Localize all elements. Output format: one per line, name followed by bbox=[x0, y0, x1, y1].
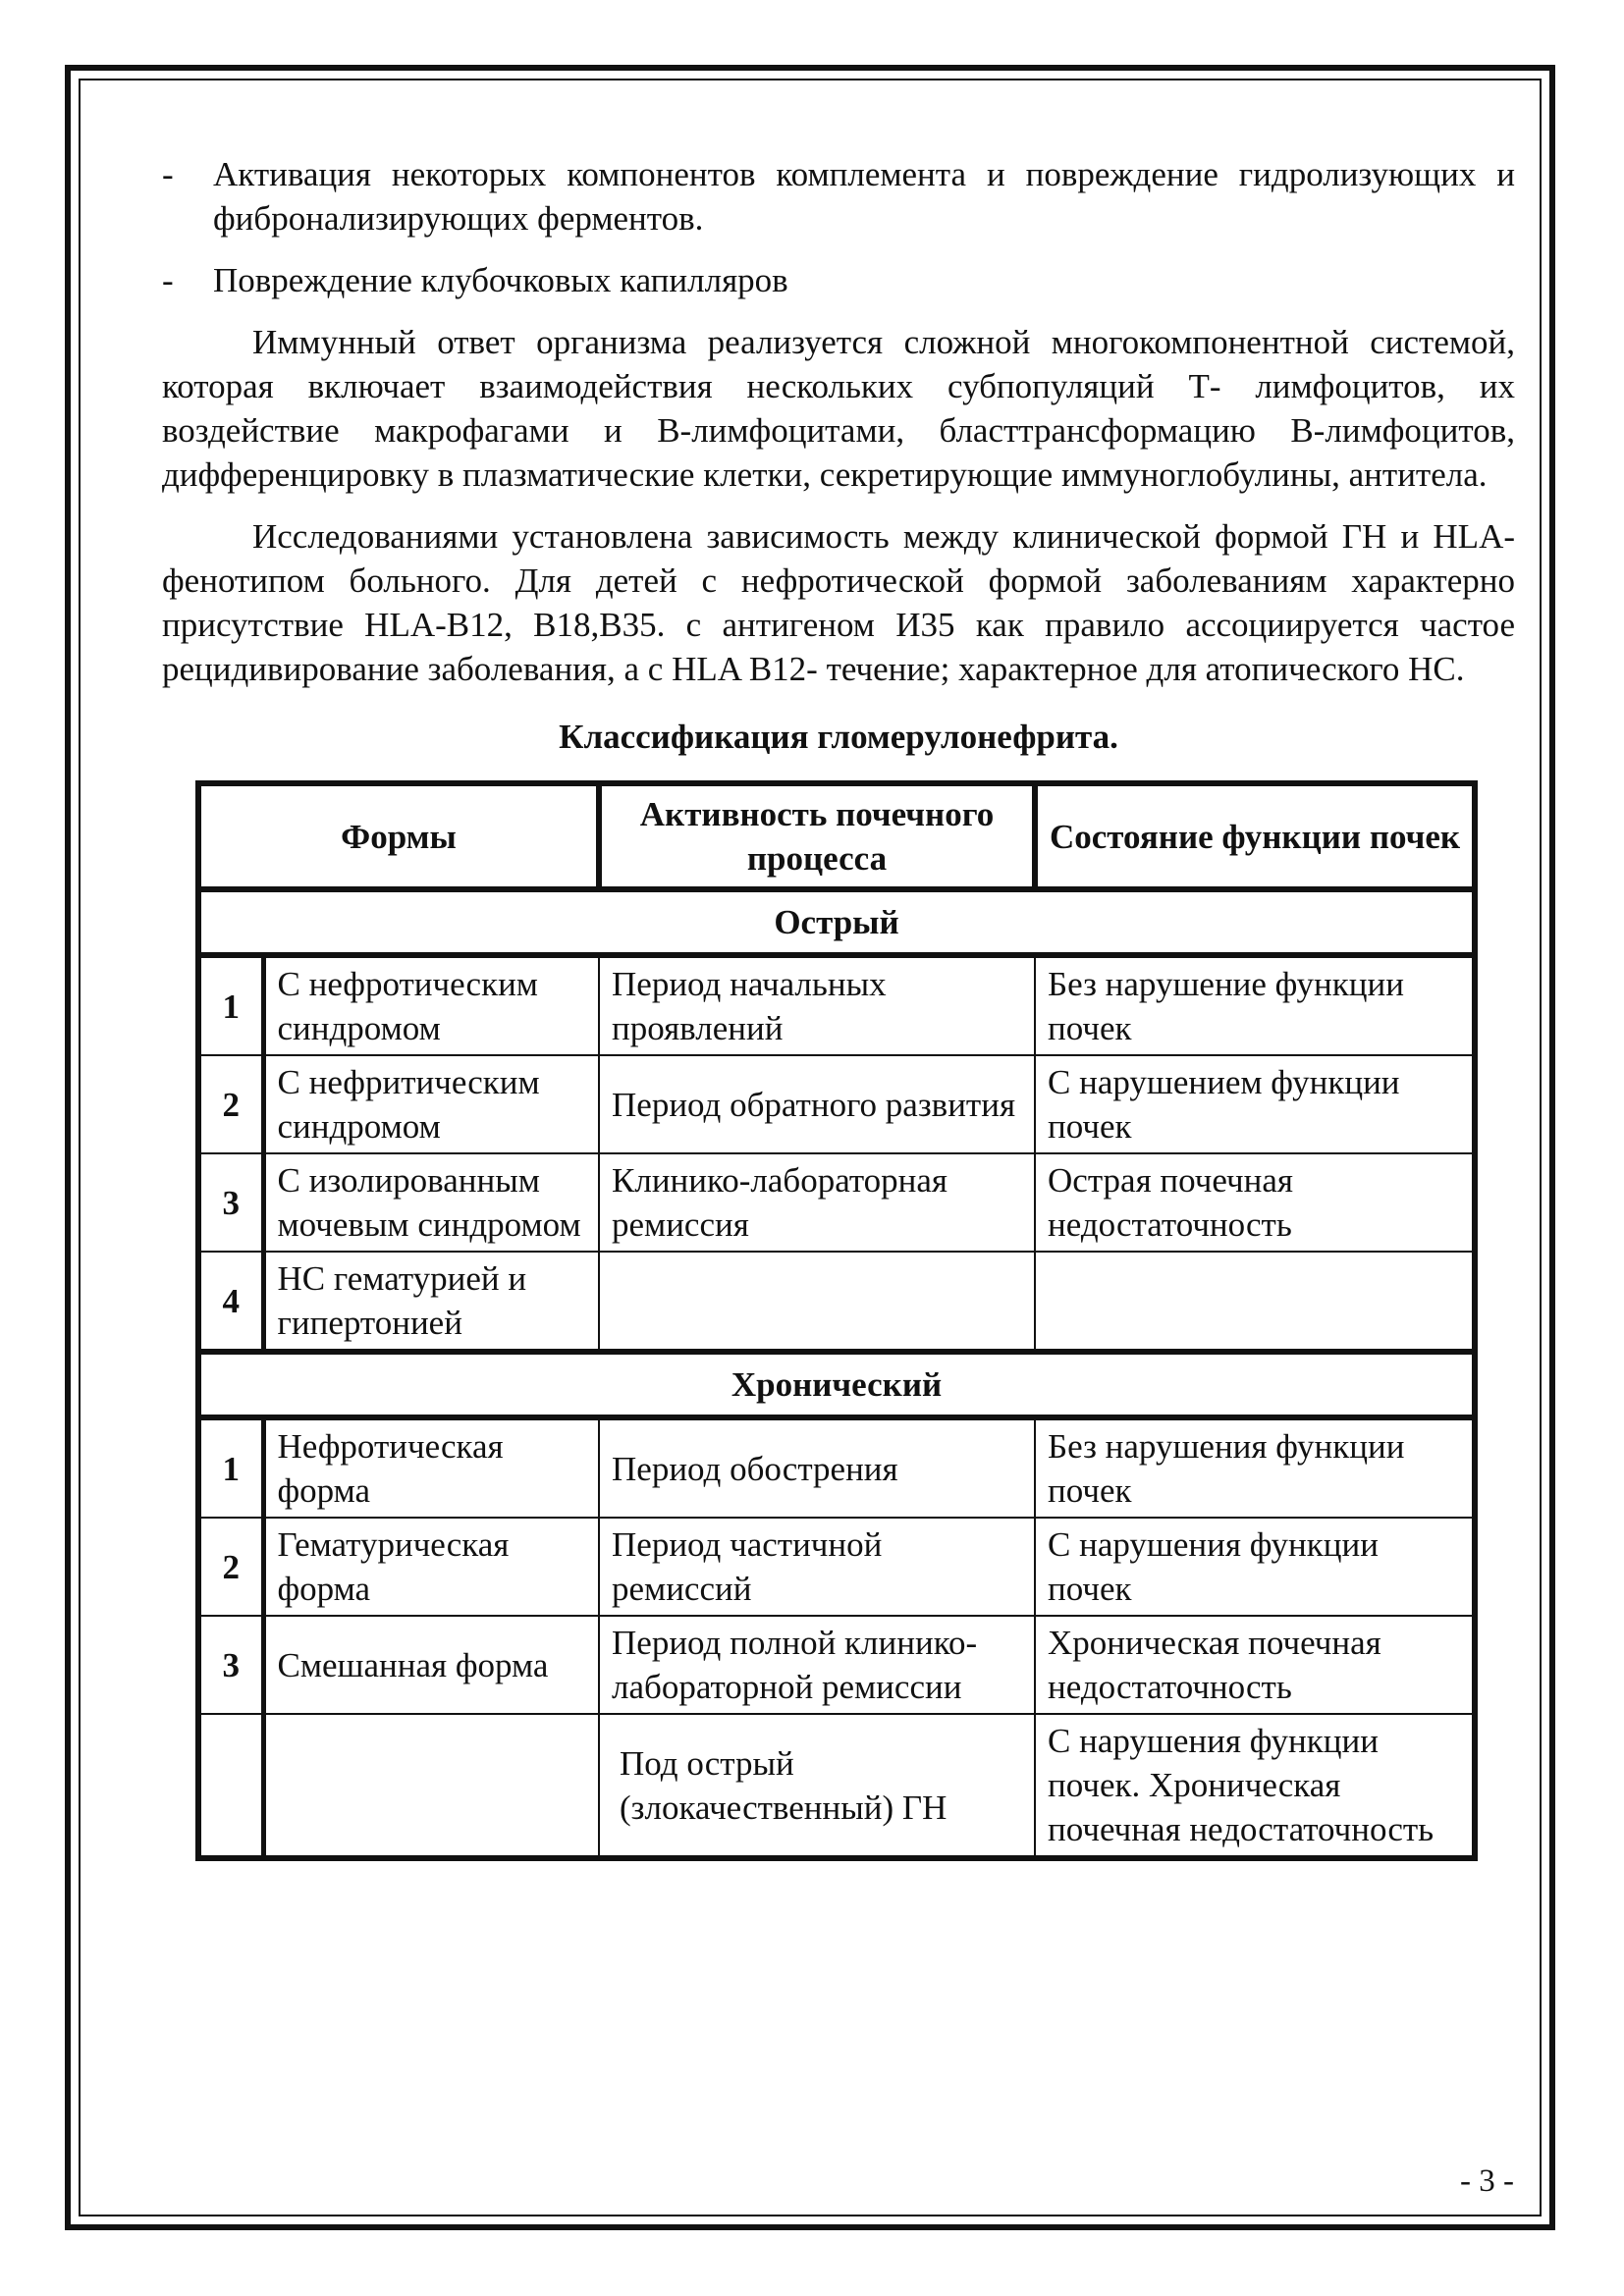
row-form: С изолированным мочевым синдромом bbox=[263, 1153, 599, 1252]
row-activity: Период обратного развития bbox=[599, 1055, 1035, 1153]
row-function: С нарушения функции почек bbox=[1035, 1518, 1475, 1616]
section-title: Хронический bbox=[198, 1352, 1475, 1417]
row-activity bbox=[599, 1252, 1035, 1352]
header-activity: Активность почечного процесса bbox=[599, 783, 1035, 889]
row-form: Нефротическая форма bbox=[263, 1417, 599, 1518]
row-activity: Период полной клинико-лабораторной ремиссии bbox=[599, 1616, 1035, 1714]
row-number: 3 bbox=[198, 1153, 263, 1252]
row-form: С нефротическим синдромом bbox=[263, 955, 599, 1055]
row-activity: Период частичной ремиссий bbox=[599, 1518, 1035, 1616]
paragraph-immune-response: Иммунный ответ организма реализуется сложной многокомпонентной системой, которая включает взаимодействия нескольких субпопуляций Т- лимфоцитов, их воздействие макрофагами и В-лимфоцитами, бласттрансформацию В-лимфоцитов, дифференцировку в плазматические клетки, секретирующие иммуноглобулины, антитела. bbox=[162, 323, 1515, 494]
row-form: С нефритическим синдромом bbox=[263, 1055, 599, 1153]
table-row bbox=[198, 1417, 1475, 1518]
bullet-item bbox=[162, 152, 1515, 240]
row-number: 1 bbox=[198, 955, 263, 1055]
row-form bbox=[263, 1714, 599, 1858]
header-function: Состояние функции почек bbox=[1035, 783, 1475, 889]
row-activity: Клинико-лабораторная ремиссия bbox=[599, 1153, 1035, 1252]
row-function bbox=[1035, 1252, 1475, 1352]
table-header-row bbox=[198, 783, 1475, 889]
page-number: - 3 - bbox=[1460, 2163, 1514, 2199]
table-row bbox=[198, 1616, 1475, 1714]
table-caption: Классификация гломерулонефрита. bbox=[559, 718, 1118, 756]
row-number: 4 bbox=[198, 1252, 263, 1352]
table-row bbox=[198, 1518, 1475, 1616]
row-function: С нарушением функции почек bbox=[1035, 1055, 1475, 1153]
row-function: Без нарушение функции почек bbox=[1035, 955, 1475, 1055]
section-title: Острый bbox=[198, 889, 1475, 955]
row-activity: Под острый (злокачественный) ГН bbox=[599, 1714, 1035, 1858]
row-number: 2 bbox=[198, 1518, 263, 1616]
row-number: 1 bbox=[198, 1417, 263, 1518]
row-number bbox=[198, 1714, 263, 1858]
row-form: Гематурическая форма bbox=[263, 1518, 599, 1616]
classification-table bbox=[195, 780, 1478, 1861]
header-forms: Формы bbox=[198, 783, 599, 889]
row-form: НС гематурией и гипертонией bbox=[263, 1252, 599, 1352]
row-activity: Период обострения bbox=[599, 1417, 1035, 1518]
row-function: С нарушения функции почек. Хроническая почечная недостаточность bbox=[1035, 1714, 1475, 1858]
section-row-chronic bbox=[198, 1352, 1475, 1417]
row-function: Хроническая почечная недостаточность bbox=[1035, 1616, 1475, 1714]
table-row bbox=[198, 1055, 1475, 1153]
row-function: Без нарушения функции почек bbox=[1035, 1417, 1475, 1518]
bullet-text: Повреждение клубочковых капилляров bbox=[213, 261, 788, 299]
table-row bbox=[198, 1714, 1475, 1858]
bullet-marker: - bbox=[162, 261, 174, 299]
bullet-text: Активация некоторых компонентов комплемента и повреждение гидролизующих и фибронализирующих ферментов. bbox=[213, 155, 1515, 238]
paragraph-hla: Исследованиями установлена зависимость между клинической формой ГН и HLA- фенотипом больного. Для детей с нефротической формой заболеваниям характерно присутствие HLA-B12, B18,B35. с антигеном И35 как правило ассоциируется частое рецидивирование заболевания, а с HLA B12- течение; характерное для атопического НС. bbox=[162, 517, 1515, 688]
bullet-item bbox=[162, 258, 1515, 302]
row-activity: Период начальных проявлений bbox=[599, 955, 1035, 1055]
bullet-marker: - bbox=[162, 155, 174, 193]
table-row bbox=[198, 955, 1475, 1055]
row-number: 3 bbox=[198, 1616, 263, 1714]
table-row bbox=[198, 1153, 1475, 1252]
page-content bbox=[162, 152, 1515, 1861]
table-row bbox=[198, 1252, 1475, 1352]
row-function: Острая почечная недостаточность bbox=[1035, 1153, 1475, 1252]
row-form: Смешанная форма bbox=[263, 1616, 599, 1714]
section-row-acute bbox=[198, 889, 1475, 955]
row-number: 2 bbox=[198, 1055, 263, 1153]
